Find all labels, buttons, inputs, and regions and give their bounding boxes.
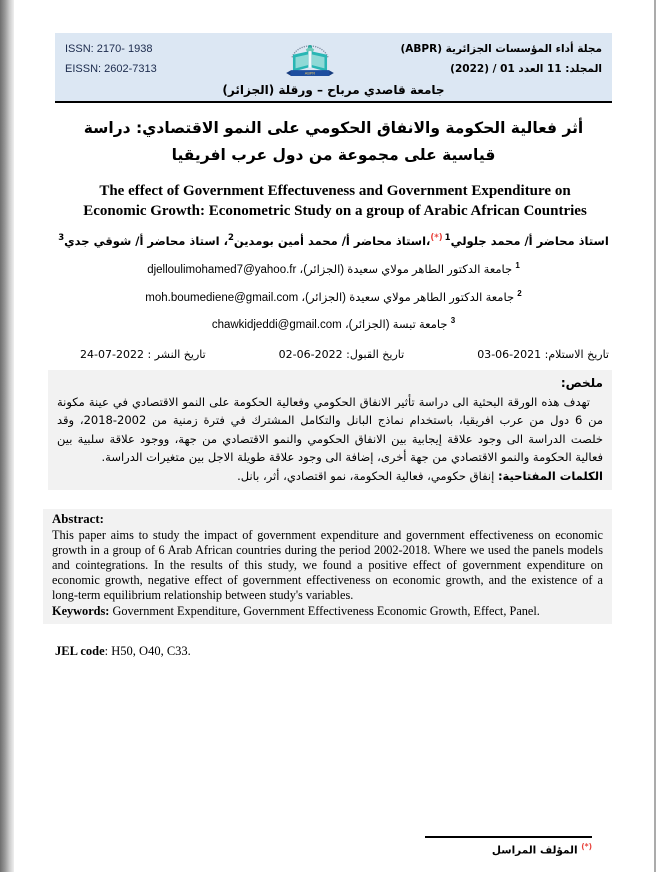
- affiliation-2-text: جامعة الدكتور الطاهر مولاي سعيدة (الجزائر)،: [301, 291, 515, 304]
- received-date: تاريخ الاستلام: 2021-06-03: [477, 348, 609, 362]
- published-date: تاريخ النشر : 2022-07-24: [80, 348, 206, 362]
- corresponding-author-footnote: [425, 836, 592, 857]
- author-3-email: chawkidjeddi@gmail.com: [211, 319, 342, 332]
- corresponding-author-star: (*): [430, 233, 443, 243]
- footnote-divider: [425, 836, 592, 838]
- affiliation-3-mark: 3: [450, 316, 456, 326]
- accepted-date: تاريخ القبول: 2022-06-02: [278, 348, 405, 362]
- journal-title-block: [390, 43, 602, 75]
- logo-banner-text: ABPR: [304, 71, 316, 76]
- abstract-english-heading: Abstract:: [52, 512, 104, 527]
- issn-block: [65, 43, 230, 75]
- published-date-value: 2022-07-24: [80, 348, 144, 362]
- journal-header: [55, 33, 612, 103]
- keywords-arabic: إنفاق حكومي، فعالية الحكومة، نمو اقتصادي، أثر، بانل.: [237, 468, 498, 483]
- author-2-affil-mark: 2: [227, 233, 234, 243]
- affiliation-3: [55, 309, 612, 337]
- journal-volume-issue: المجلد: 11 العدد 01 / (2022): [450, 63, 602, 75]
- keywords-arabic-label: الكلمات المفتاحية:: [497, 468, 603, 483]
- paper-title-arabic: أثر فعالية الحكومة والانفاق الحكومي على النمو الاقتصادي: دراسة قياسية على مجموعة من دول عرب افريقيا: [83, 119, 584, 164]
- author-separator-1: ،: [426, 233, 431, 248]
- keywords-english: Government Expenditure, Government Effectiveness Economic Growth, Effect, Panel.: [109, 603, 540, 618]
- keywords-arabic-line: [57, 467, 603, 486]
- jel-code-value: : H50, O40, C33.: [104, 643, 191, 658]
- eissn-label: EISSN: 2602-7313: [65, 63, 157, 75]
- scan-edge-left: [0, 0, 14, 872]
- dates-bar: [55, 348, 612, 361]
- abstract-arabic-body: تهدف هذه الورقة البحثية الى دراسة تأثير الانفاق الحكومي وفعالية الحكومة على النمو الاقتصادي في عينة مكونة من 6 دول من عرب افريقيا، باستخدام نماذج البانل والتكامل المشترك في فترة زمنية من 2002-2018، وقد خلصت الدراسة الى وجود علاقة إيجابية بين الانفاق الحكومي والنمو الاقتصادي من جهة، ووجود علاقة سلبية بين فعالية الحكومة والنمو الاقتصادي من جهة أخرى، إضافة الى وجود علاقة طويلة الاجل بين متغيرات الدراسة.: [57, 394, 603, 465]
- abstract-arabic-heading: ملخص:: [560, 376, 603, 391]
- keywords-english-label: Keywords:: [52, 603, 110, 618]
- issn-label: ISSN: 2170- 1938: [65, 43, 153, 55]
- affiliation-1-mark: 1: [515, 260, 520, 270]
- author-separator-2: ،: [219, 233, 228, 248]
- author-2-email: moh.boumediene@gmail.com: [145, 291, 299, 304]
- paper-title-english: The effect of Government Effectuveness and Government Expenditure on Economic Growth: Econometric Study on a group of Arabic African Countries: [83, 183, 587, 219]
- affiliation-1: [55, 254, 612, 282]
- footnote-star: (*): [581, 842, 592, 851]
- affiliations-block: [55, 254, 612, 337]
- authors-line: [55, 233, 612, 248]
- journal-logo-icon: [230, 36, 390, 82]
- abstract-english-body: This paper aims to study the impact of government expenditure and government effectiveness on economic growth in a group of 6 Arab African countries during the period 2002-2018. Where we used the panels models and cointegrations. In the results of this study, we found a positive effect of government expenditure on economic growth, negative effect of government effectiveness on economic growth, and the existence of a long-term equilibrium relationship between study's variables.: [52, 527, 603, 603]
- affiliation-3-text: جامعة تبسة (الجزائر)،: [344, 319, 448, 332]
- scan-edge-right: [654, 0, 656, 872]
- affiliation-2-mark: 2: [517, 288, 522, 298]
- jel-code-line: [55, 644, 612, 659]
- author-3: استاذ محاضر أ/ شوقي جدي: [64, 233, 220, 248]
- footnote-text: المؤلف المراسل: [491, 844, 582, 857]
- journal-name: مجلة أداء المؤسسات الجزائرية (ABPR): [400, 43, 602, 55]
- abstract-english-box: [43, 509, 612, 623]
- jel-code-label: JEL code: [55, 643, 105, 658]
- author-1: استاذ محاضر أ/ محمد جلولي: [450, 233, 609, 248]
- affiliation-2: [55, 282, 612, 310]
- author-3-affil-mark: 3: [58, 233, 65, 243]
- university-name: جامعة قاصدي مرباح – ورقلة (الجزائر): [222, 83, 445, 97]
- author-2: استاذ محاضر أ/ محمد أمين بومدين: [233, 233, 427, 248]
- author-1-affil-mark: 1: [444, 233, 451, 243]
- abstract-arabic-box: [48, 370, 612, 490]
- author-1-email: djelloulimohamed7@yahoo.fr: [147, 263, 297, 276]
- keywords-english-line: [52, 604, 603, 619]
- received-date-value: 2021-06-03: [477, 348, 542, 362]
- affiliation-1-text: جامعة الدكتور الطاهر مولاي سعيدة (الجزائر)،: [299, 263, 513, 276]
- accepted-date-value: 2022-06-02: [278, 348, 343, 362]
